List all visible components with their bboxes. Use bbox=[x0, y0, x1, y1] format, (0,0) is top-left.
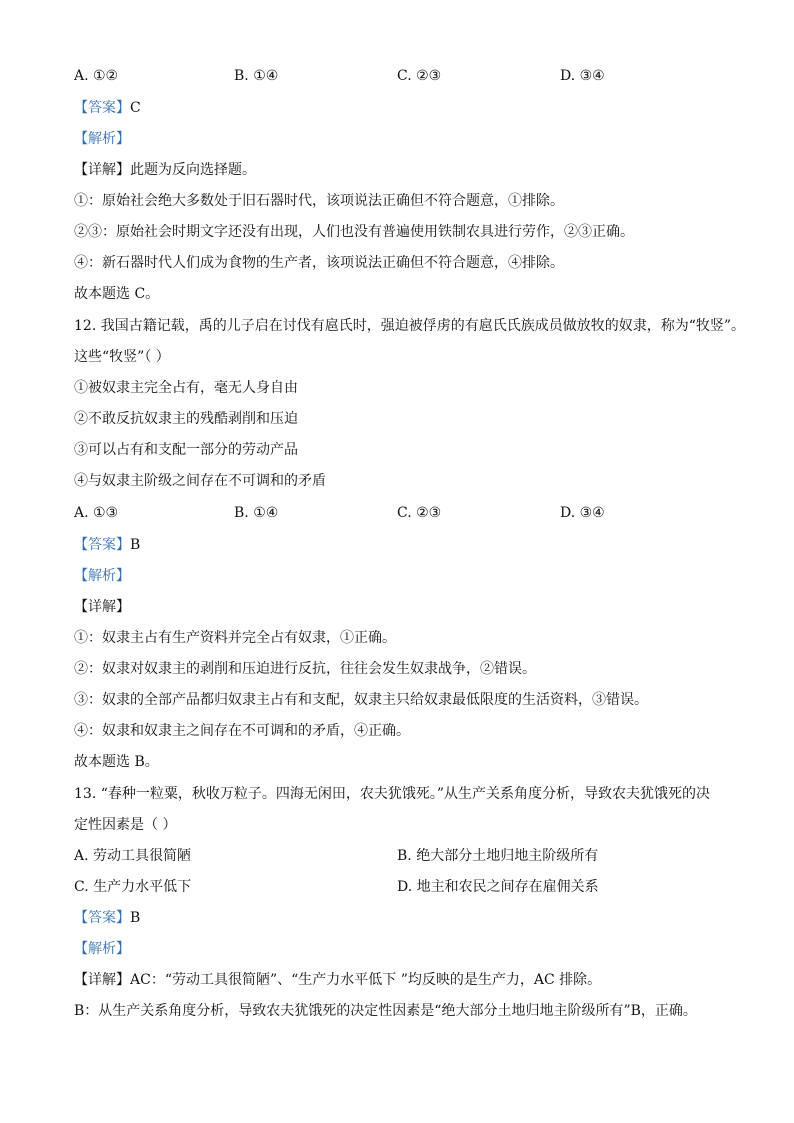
q12-statement: ④与奴隶主阶级之间存在不可调和的矛盾 bbox=[74, 473, 326, 489]
q11-conclusion: 故本题选 C。 bbox=[74, 286, 160, 302]
q12-detail-label: 【详解】 bbox=[74, 599, 130, 615]
q12-detail-line: ①：奴隶主占有生产资料并完全占有奴隶，①正确。 bbox=[74, 630, 396, 646]
q13-options-row-1 bbox=[74, 846, 734, 866]
q13-option-a: A. 劳动工具很简陋 bbox=[74, 848, 192, 864]
q13-option-c: C. 生产力水平低下 bbox=[74, 879, 192, 895]
q12-stem-line-1: 12. 我国古籍记载，禹的儿子启在讨伐有扈氏时，强迫被俘虏的有扈氏氏族成员做放牧的奴隶，称为“牧竖”。 bbox=[74, 318, 746, 334]
q12-option-a: A. ①③ bbox=[74, 505, 119, 521]
q12-statement: ②不敢反抗奴隶主的残酷剥削和压迫 bbox=[74, 411, 298, 427]
q11-option-d: D. ③④ bbox=[560, 68, 605, 84]
q12-analysis-label: 【解析】 bbox=[74, 568, 130, 584]
q12-statement: ①被奴隶主完全占有，毫无人身自由 bbox=[74, 380, 298, 396]
q12-answer-label: 【答案】 bbox=[74, 537, 130, 553]
q12-stem-line-2: 这些“牧竖”（ ） bbox=[74, 349, 170, 365]
q11-analysis-label: 【解析】 bbox=[74, 131, 130, 147]
q13-stem-line-2: 定性因素是（ ） bbox=[74, 817, 177, 833]
q12-option-d: D. ③④ bbox=[560, 505, 605, 521]
q13-option-d: D. 地主和农民之间存在雇佣关系 bbox=[397, 879, 599, 895]
q12-detail-line: ③：奴隶的全部产品都归奴隶主占有和支配，奴隶主只给奴隶最低限度的生活资料，③错误。 bbox=[74, 692, 648, 708]
q11-detail-line: ①：原始社会绝大多数处于旧石器时代，该项说法正确但不符合题意，①排除。 bbox=[74, 193, 564, 209]
q11-detail-line: ④：新石器时代人们成为食物的生产者，该项说法正确但不符合题意，④排除。 bbox=[74, 255, 564, 271]
q11-detail-label: 【详解】 bbox=[74, 162, 130, 178]
q11-options bbox=[74, 66, 734, 86]
q13-detail bbox=[74, 970, 601, 990]
q11-option-a: A. ①② bbox=[74, 68, 119, 84]
q12-conclusion: 故本题选 B。 bbox=[74, 754, 159, 770]
q13-detail-line: B：从生产关系角度分析，导致农夫犹饿死的决定性因素是“绝大部分土地归地主阶级所有”B，正确。 bbox=[74, 1003, 697, 1019]
q13-answer bbox=[74, 908, 140, 928]
q12-option-c: C. ②③ bbox=[397, 505, 442, 521]
q11-detail-line: ②③：原始社会时期文字还没有出现，人们也没有普遍使用铁制农具进行劳作，②③正确。 bbox=[74, 224, 634, 240]
q11-answer-label: 【答案】 bbox=[74, 100, 130, 116]
q12-detail-line: ②：奴隶对奴隶主的剥削和压迫进行反抗，往往会发生奴隶战争，②错误。 bbox=[74, 661, 536, 677]
q13-stem-line-1: 13. “春种一粒粟，秋收万粒子。四海无闲田，农夫犹饿死。”从生产关系角度分析，导致农夫犹饿死的决 bbox=[74, 786, 711, 802]
q12-detail-line: ④：奴隶和奴隶主之间存在不可调和的矛盾，④正确。 bbox=[74, 723, 410, 739]
q11-detail bbox=[74, 160, 256, 180]
q11-option-c: C. ②③ bbox=[397, 68, 442, 84]
q13-detail-label: 【详解】 bbox=[74, 972, 130, 988]
q13-answer-label: 【答案】 bbox=[74, 910, 130, 926]
q11-answer bbox=[74, 98, 141, 118]
q11-detail-text: 此题为反向选择题。 bbox=[130, 162, 256, 178]
q12-statement: ③可以占有和支配一部分的劳动产品 bbox=[74, 442, 298, 458]
q13-detail-text: AC：“劳动工具很简陋”、“生产力水平低下 ”均反映的是生产力，AC 排除。 bbox=[130, 972, 602, 988]
q11-answer-value: C bbox=[130, 100, 141, 116]
q12-option-b: B. ①④ bbox=[234, 505, 279, 521]
q11-option-b: B. ①④ bbox=[234, 68, 279, 84]
q12-answer-value: B bbox=[130, 537, 141, 553]
q12-answer bbox=[74, 535, 140, 555]
q13-option-b: B. 绝大部分土地归地主阶级所有 bbox=[397, 848, 599, 864]
q12-options bbox=[74, 503, 734, 523]
q13-analysis-label: 【解析】 bbox=[74, 941, 130, 957]
q13-options-row-2 bbox=[74, 877, 734, 897]
q13-answer-value: B bbox=[130, 910, 141, 926]
